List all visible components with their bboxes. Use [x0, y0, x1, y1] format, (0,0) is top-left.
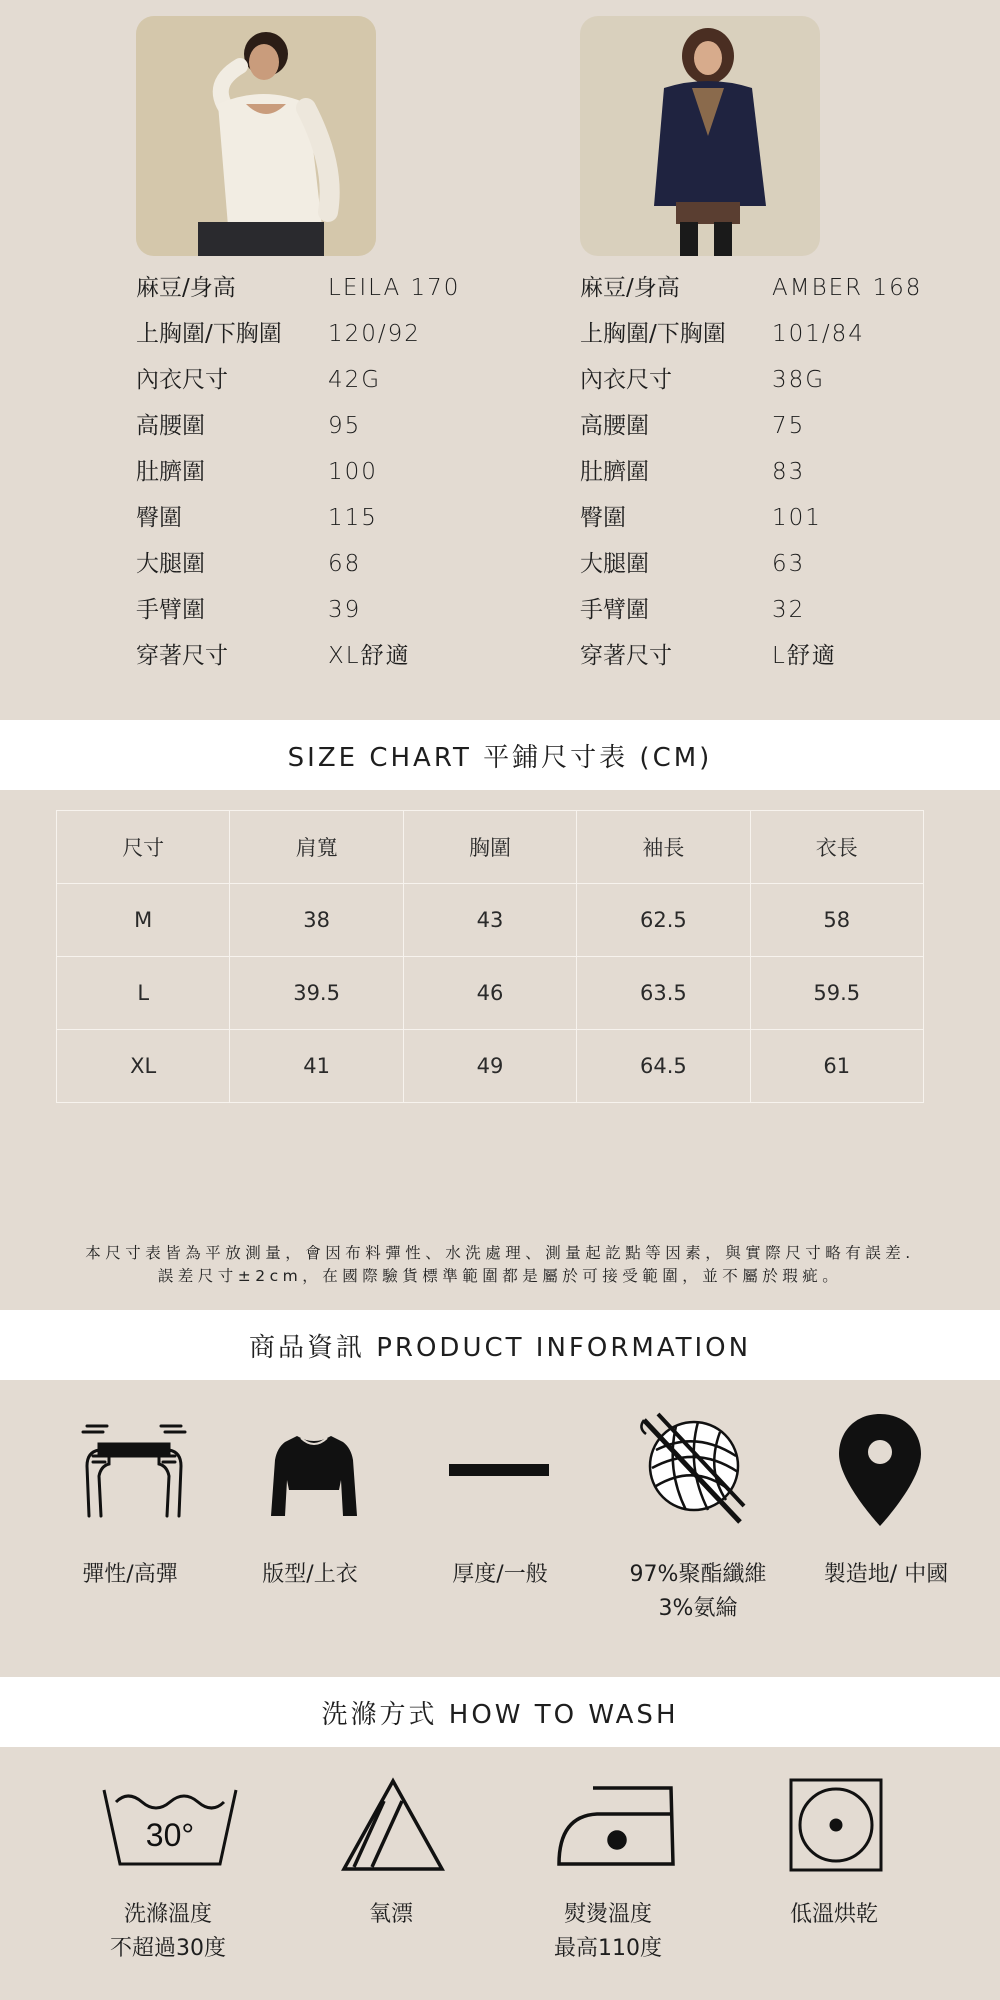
crop-top-icon: [234, 1410, 394, 1530]
wash-temperature-symbol: 30°: [145, 1817, 195, 1853]
bleach-triangle-icon: [318, 1765, 468, 1885]
stat-row: [580, 357, 980, 403]
stat-value: 38G: [772, 367, 826, 393]
product-info-label: 版型/上衣: [262, 1562, 358, 1587]
table-cell: 41: [230, 1030, 403, 1103]
stat-value: LEILA 170: [328, 275, 461, 301]
stat-value: 39: [328, 597, 362, 623]
wash-label: 洗滌溫度: [123, 1902, 212, 1927]
stat-row: [136, 449, 536, 495]
table-cell: XL: [57, 1030, 230, 1103]
stretch-icon: [54, 1410, 214, 1530]
table-cell: L: [57, 957, 230, 1030]
table-cell: 38: [230, 884, 403, 957]
table-cell: 64.5: [577, 1030, 750, 1103]
table-row: [57, 884, 924, 957]
stat-label: 臀圍: [580, 505, 626, 531]
model-photo-leila: [136, 16, 376, 256]
size-chart-title: SIZE CHART 平鋪尺寸表 (CM): [287, 742, 713, 773]
header-cell: 衣長: [750, 811, 923, 884]
product-info-heading: [0, 1310, 1000, 1380]
stat-row: [580, 403, 980, 449]
stat-label: 肚臍圍: [580, 459, 649, 485]
stat-label: 穿著尺寸: [136, 643, 228, 669]
header-cell: 肩寬: [230, 811, 403, 884]
wash-item: [734, 1898, 934, 1932]
stat-row: [136, 357, 536, 403]
wash-item: [68, 1898, 268, 1966]
stat-label: 大腿圍: [136, 551, 205, 577]
stat-row: [580, 265, 980, 311]
stat-row: [136, 495, 536, 541]
model-stats-leila: [136, 265, 536, 679]
stat-label: 大腿圍: [580, 551, 649, 577]
size-chart-table: [56, 810, 924, 1103]
thickness-line-icon: [420, 1410, 580, 1530]
wash-item: [291, 1898, 491, 1932]
stat-label: 內衣尺寸: [136, 367, 228, 393]
tumble-dry-low-icon: [761, 1765, 911, 1885]
stat-label: 高腰圍: [580, 413, 649, 439]
table-cell: 43: [403, 884, 576, 957]
table-cell: 49: [403, 1030, 576, 1103]
yarn-ball-icon: [616, 1410, 776, 1530]
stat-row: [136, 541, 536, 587]
header-cell: 胸圍: [403, 811, 576, 884]
stat-value: 32: [772, 597, 806, 623]
stat-value: 83: [772, 459, 806, 485]
stat-value: 120/92: [328, 321, 421, 347]
size-chart-heading: [0, 720, 1000, 790]
location-pin-icon: [800, 1410, 960, 1530]
wash-sublabel: 最高110度: [554, 1936, 662, 1961]
model-stats-amber: [580, 265, 980, 679]
stat-label: 上胸圍/下胸圍: [580, 321, 726, 347]
stat-value: 101: [772, 505, 822, 531]
table-cell: 62.5: [577, 884, 750, 957]
stat-label: 麻豆/身高: [136, 275, 236, 301]
stat-value: 101/84: [772, 321, 865, 347]
product-info-item: [796, 1558, 976, 1592]
table-cell: 63.5: [577, 957, 750, 1030]
wash-heading: [0, 1677, 1000, 1747]
table-row: [57, 1030, 924, 1103]
stat-value: 42G: [328, 367, 382, 393]
stat-value: AMBER 168: [772, 275, 923, 301]
stat-label: 臀圍: [136, 505, 182, 531]
table-cell: 59.5: [750, 957, 923, 1030]
stat-value: L舒適: [772, 643, 837, 669]
table-cell: 39.5: [230, 957, 403, 1030]
stat-value: 115: [328, 505, 378, 531]
wash-sublabel: 不超過30度: [110, 1936, 226, 1961]
stat-row: [136, 633, 536, 679]
measurement-note-line1: 本尺寸表皆為平放測量，會因布料彈性、水洗處理、測量起訖點等因素，與實際尺寸略有誤差.: [85, 1244, 915, 1262]
wash-label: 熨燙溫度: [563, 1902, 652, 1927]
product-info-label: 97%聚酯纖維: [629, 1562, 767, 1587]
stat-row: [580, 587, 980, 633]
stat-row: [580, 495, 980, 541]
product-info-label: 製造地/ 中國: [823, 1562, 949, 1587]
stat-row: [580, 633, 980, 679]
stat-row: [136, 403, 536, 449]
stat-row: [580, 449, 980, 495]
stat-row: [580, 541, 980, 587]
product-info-item: [220, 1558, 400, 1592]
wash-label: 氧漂: [368, 1902, 413, 1927]
table-header-row: [57, 811, 924, 884]
measurement-note-line2: 誤差尺寸±2cm，在國際驗貨標準範圍都是屬於可接受範圍，並不屬於瑕疵。: [157, 1267, 843, 1285]
product-info-label: 彈性/高彈: [82, 1562, 178, 1587]
stat-label: 麻豆/身高: [580, 275, 680, 301]
wash-title: 洗滌方式 HOW TO WASH: [321, 1699, 679, 1730]
stat-value: XL舒適: [328, 643, 411, 669]
product-info-item: [40, 1558, 220, 1592]
stat-row: [136, 587, 536, 633]
table-cell: 46: [403, 957, 576, 1030]
stat-label: 內衣尺寸: [580, 367, 672, 393]
stat-value: 95: [328, 413, 362, 439]
product-info-label: 厚度/一般: [452, 1562, 548, 1587]
stat-value: 68: [328, 551, 362, 577]
stat-row: [580, 311, 980, 357]
stat-value: 100: [328, 459, 378, 485]
table-cell: 58: [750, 884, 923, 957]
stat-label: 上胸圍/下胸圍: [136, 321, 282, 347]
stat-row: [136, 311, 536, 357]
header-cell: 尺寸: [57, 811, 230, 884]
stat-label: 穿著尺寸: [580, 643, 672, 669]
header-cell: 袖長: [577, 811, 750, 884]
stat-label: 高腰圍: [136, 413, 205, 439]
iron-icon: [543, 1765, 693, 1885]
wash-tub-icon: [95, 1765, 245, 1885]
stat-label: 肚臍圍: [136, 459, 205, 485]
wash-item: [508, 1898, 708, 1966]
stat-value: 75: [772, 413, 806, 439]
product-info-title: 商品資訊 PRODUCT INFORMATION: [248, 1332, 752, 1363]
stat-row: [136, 265, 536, 311]
stat-value: 63: [772, 551, 806, 577]
wash-label: 低溫烘乾: [789, 1902, 878, 1927]
table-row: [57, 957, 924, 1030]
product-info-item: [410, 1558, 590, 1592]
stat-label: 手臂圍: [580, 597, 649, 623]
model-photo-amber: [580, 16, 820, 256]
table-cell: 61: [750, 1030, 923, 1103]
product-info-item: [608, 1558, 788, 1626]
table-cell: M: [57, 884, 230, 957]
product-info-sublabel: 3%氨綸: [658, 1596, 738, 1621]
stat-label: 手臂圍: [136, 597, 205, 623]
